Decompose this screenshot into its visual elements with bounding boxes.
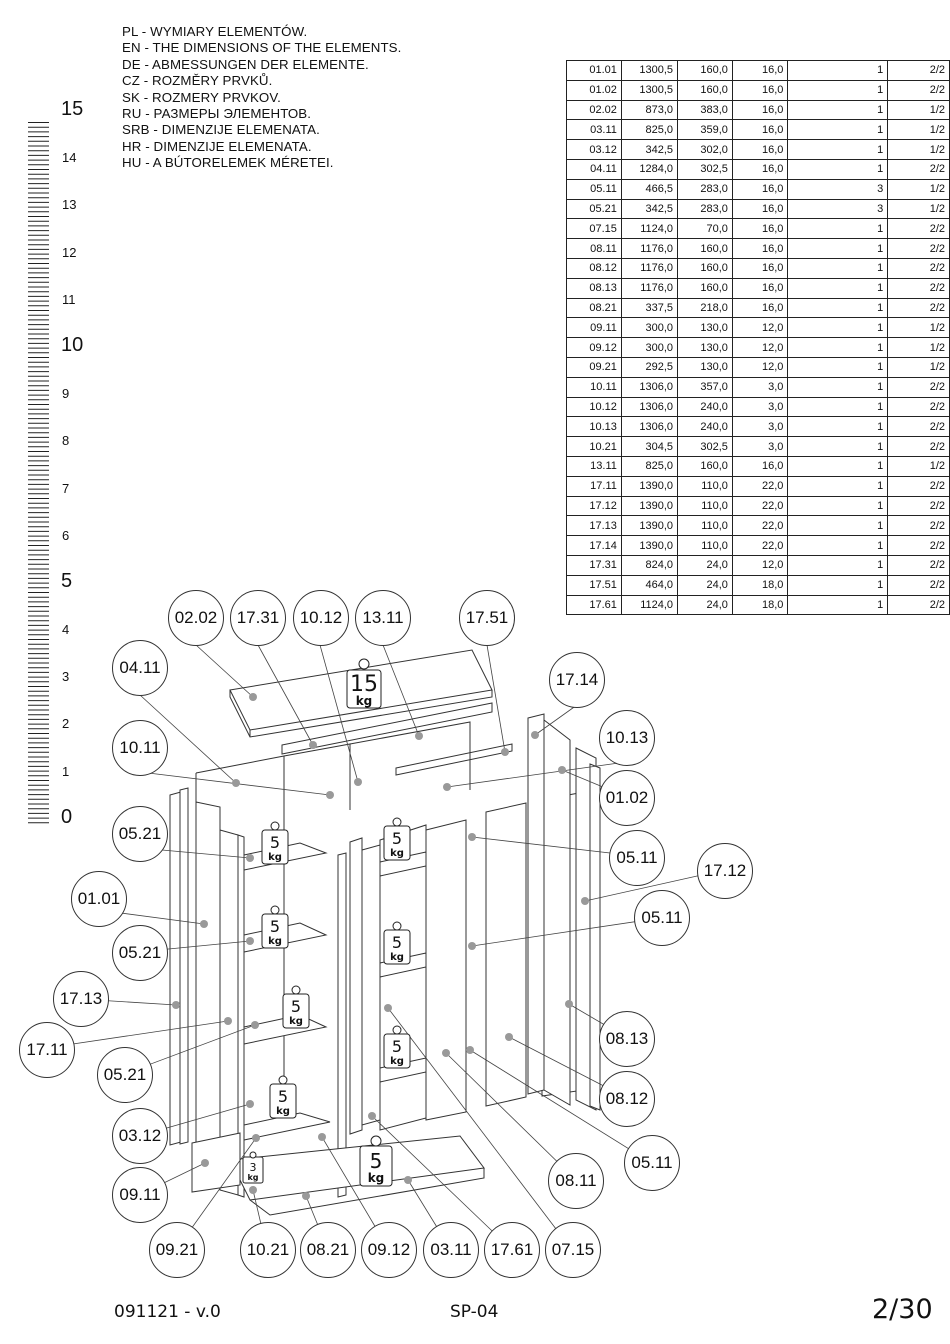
table-cell: 01.02 [567, 80, 622, 100]
table-cell: 283,0 [678, 199, 733, 219]
weight-unit: kg [367, 1171, 385, 1185]
table-cell: 03.12 [567, 140, 622, 160]
table-cell: 2/2 [888, 278, 950, 298]
table-cell: 16,0 [732, 100, 787, 120]
table-cell: 1 [788, 159, 888, 179]
table-cell: 1/2 [888, 357, 950, 377]
table-row [567, 476, 950, 496]
table-cell: 130,0 [678, 357, 733, 377]
table-cell: 22,0 [732, 536, 787, 556]
title-pl: PL - WYMIARY ELEMENTÓW. [122, 24, 308, 39]
table-cell: 12,0 [732, 357, 787, 377]
table-cell: 08.13 [567, 278, 622, 298]
table-cell: 1 [788, 100, 888, 120]
callout-label: 01.01 [71, 871, 127, 927]
table-cell: 1390,0 [621, 536, 677, 556]
table-cell: 2/2 [888, 476, 950, 496]
weight-unit: kg [268, 936, 282, 947]
callout-label: 02.02 [168, 590, 224, 646]
table-cell: 2/2 [888, 298, 950, 318]
table-row [567, 100, 950, 120]
table-row [567, 159, 950, 179]
table-cell: 1306,0 [621, 417, 677, 437]
table-cell: 18,0 [732, 575, 787, 595]
ruler-label: 8 [62, 433, 70, 448]
table-cell: 17.11 [567, 476, 622, 496]
table-cell: 10.21 [567, 437, 622, 457]
table-cell: 1176,0 [621, 278, 677, 298]
ruler-label: 6 [62, 528, 70, 543]
table-row [567, 536, 950, 556]
table-cell: 1 [788, 357, 888, 377]
table-row [567, 357, 950, 377]
table-row [567, 278, 950, 298]
table-cell: 03.11 [567, 120, 622, 140]
table-row [567, 140, 950, 160]
table-cell: 16,0 [732, 456, 787, 476]
weight-value: 5 [391, 1037, 403, 1056]
table-cell: 10.13 [567, 417, 622, 437]
table-cell: 1 [788, 595, 888, 615]
table-cell: 1 [788, 456, 888, 476]
weight-value: 5 [391, 933, 403, 952]
table-cell: 16,0 [732, 159, 787, 179]
table-cell: 12,0 [732, 338, 787, 358]
callout-label: 05.21 [97, 1047, 153, 1103]
table-cell: 300,0 [621, 338, 677, 358]
language-titles [122, 24, 401, 172]
table-cell: 218,0 [678, 298, 733, 318]
table-cell: 17.61 [567, 595, 622, 615]
ruler-label: 1 [62, 764, 70, 779]
table-row [567, 318, 950, 338]
table-cell: 2/2 [888, 437, 950, 457]
ruler-label: 11 [62, 292, 76, 307]
table-row [567, 338, 950, 358]
table-cell: 302,0 [678, 140, 733, 160]
table-cell: 2/2 [888, 397, 950, 417]
callout-label: 08.21 [300, 1222, 356, 1278]
table-cell: 110,0 [678, 496, 733, 516]
table-cell: 1300,5 [621, 80, 677, 100]
table-cell: 1 [788, 397, 888, 417]
table-cell: 359,0 [678, 120, 733, 140]
weight-value: 5 [277, 1087, 289, 1106]
weight-value: 5 [269, 917, 281, 936]
table-cell: 383,0 [678, 100, 733, 120]
callout-label: 07.15 [545, 1222, 601, 1278]
dimensions-table [566, 60, 950, 615]
table-cell: 130,0 [678, 338, 733, 358]
callout-label: 17.13 [53, 971, 109, 1027]
table-cell: 2/2 [888, 417, 950, 437]
table-row [567, 80, 950, 100]
callout-label: 09.12 [361, 1222, 417, 1278]
table-cell: 2/2 [888, 80, 950, 100]
callout-label: 17.51 [459, 590, 515, 646]
table-cell: 16,0 [732, 239, 787, 259]
table-row [567, 496, 950, 516]
table-cell: 873,0 [621, 100, 677, 120]
table-cell: 1 [788, 120, 888, 140]
table-cell: 1 [788, 278, 888, 298]
table-cell: 18,0 [732, 595, 787, 615]
table-cell: 302,5 [678, 159, 733, 179]
table-cell: 1390,0 [621, 496, 677, 516]
table-cell: 08.11 [567, 239, 622, 259]
table-cell: 1 [788, 437, 888, 457]
callout-label: 10.13 [599, 710, 655, 766]
table-cell: 466,5 [621, 179, 677, 199]
ruler-label: 5 [61, 570, 73, 592]
callout-label: 17.12 [697, 843, 753, 899]
table-cell: 16,0 [732, 278, 787, 298]
table-cell: 08.12 [567, 258, 622, 278]
table-row [567, 516, 950, 536]
table-cell: 1/2 [888, 456, 950, 476]
callout-label: 08.12 [599, 1071, 655, 1127]
table-cell: 240,0 [678, 417, 733, 437]
callout-label: 01.02 [599, 770, 655, 826]
table-cell: 05.21 [567, 199, 622, 219]
ruler-label: 3 [62, 669, 70, 684]
page-number: 2/30 [872, 1294, 933, 1325]
table-cell: 337,5 [621, 298, 677, 318]
table-cell: 16,0 [732, 61, 787, 81]
table-cell: 342,5 [621, 140, 677, 160]
callout-label: 17.11 [19, 1022, 75, 1078]
table-cell: 12,0 [732, 318, 787, 338]
table-cell: 2/2 [888, 239, 950, 259]
weight-unit: kg [289, 1016, 303, 1027]
document-code: 091121 - v.0 [114, 1302, 221, 1322]
weight-value: 5 [369, 1149, 383, 1173]
callout-label: 03.12 [112, 1108, 168, 1164]
table-cell: 2/2 [888, 258, 950, 278]
table-cell: 70,0 [678, 219, 733, 239]
callout-label: 08.11 [548, 1153, 604, 1209]
table-row [567, 456, 950, 476]
table-cell: 17.31 [567, 555, 622, 575]
ruler-label: 10 [61, 334, 84, 356]
table-cell: 2/2 [888, 555, 950, 575]
ruler-label: 15 [61, 98, 84, 120]
table-cell: 110,0 [678, 536, 733, 556]
table-cell: 22,0 [732, 496, 787, 516]
table-row [567, 377, 950, 397]
table-cell: 17.51 [567, 575, 622, 595]
table-cell: 824,0 [621, 555, 677, 575]
callout-label: 08.13 [599, 1011, 655, 1067]
table-cell: 24,0 [678, 595, 733, 615]
table-cell: 16,0 [732, 298, 787, 318]
table-cell: 22,0 [732, 476, 787, 496]
weight-value: 5 [391, 829, 403, 848]
title-hu: HU - A BÚTORELEMEK MÉRETEI. [122, 155, 334, 171]
table-cell: 1124,0 [621, 219, 677, 239]
table-cell: 16,0 [732, 258, 787, 278]
table-cell: 16,0 [732, 199, 787, 219]
table-cell: 1/2 [888, 199, 950, 219]
table-cell: 3,0 [732, 377, 787, 397]
weight-icon [283, 986, 309, 1028]
callout-label: 05.21 [112, 806, 168, 862]
callout-label: 05.11 [634, 890, 690, 946]
table-cell: 357,0 [678, 377, 733, 397]
ruler-label: 13 [62, 197, 77, 212]
table-cell: 13.11 [567, 456, 622, 476]
table-cell: 1284,0 [621, 159, 677, 179]
weight-icon [384, 818, 410, 860]
table-cell: 1 [788, 575, 888, 595]
table-cell: 1300,5 [621, 61, 677, 81]
table-cell: 1306,0 [621, 397, 677, 417]
table-cell: 09.12 [567, 338, 622, 358]
table-cell: 300,0 [621, 318, 677, 338]
weight-unit: kg [390, 848, 404, 859]
table-cell: 22,0 [732, 516, 787, 536]
table-cell: 07.15 [567, 219, 622, 239]
table-cell: 1 [788, 476, 888, 496]
table-cell: 02.02 [567, 100, 622, 120]
table-cell: 10.12 [567, 397, 622, 417]
table-cell: 1 [788, 377, 888, 397]
table-cell: 3,0 [732, 397, 787, 417]
callout-label: 05.11 [609, 830, 665, 886]
table-row [567, 61, 950, 81]
ruler-label: 14 [62, 150, 77, 165]
ruler-label: 0 [61, 806, 73, 828]
title-ru: RU - РАЗМЕРЫ ЭЛЕМЕНТОВ. [122, 106, 312, 122]
table-cell: 110,0 [678, 476, 733, 496]
title-srb: SRB - DIMENZIJE ELEMENATA. [122, 122, 320, 138]
table-row [567, 239, 950, 259]
ruler-label: 7 [62, 481, 70, 496]
weight-unit: kg [268, 852, 282, 863]
weight-unit: kg [390, 952, 404, 963]
table-cell: 160,0 [678, 278, 733, 298]
table-cell: 1 [788, 61, 888, 81]
table-cell: 01.01 [567, 61, 622, 81]
title-hr: HR - DIMENZIJE ELEMENATA. [122, 138, 312, 154]
table-cell: 16,0 [732, 80, 787, 100]
table-cell: 1/2 [888, 318, 950, 338]
table-cell: 3,0 [732, 437, 787, 457]
table-cell: 1306,0 [621, 377, 677, 397]
table-cell: 3 [788, 179, 888, 199]
table-cell: 1/2 [888, 100, 950, 120]
weight-unit: kg [355, 694, 373, 708]
title-cz: CZ - ROZMĚRY PRVKŮ. [122, 73, 273, 89]
weight-value: 5 [269, 833, 281, 852]
table-cell: 1 [788, 140, 888, 160]
table-row [567, 555, 950, 575]
table-cell: 1/2 [888, 140, 950, 160]
table-cell: 09.11 [567, 318, 622, 338]
table-cell: 1176,0 [621, 239, 677, 259]
weight-icon [243, 1152, 263, 1183]
table-cell: 110,0 [678, 516, 733, 536]
table-cell: 24,0 [678, 575, 733, 595]
table-row [567, 179, 950, 199]
callout-label: 10.21 [240, 1222, 296, 1278]
table-row [567, 199, 950, 219]
table-cell: 1 [788, 417, 888, 437]
callout-label: 05.21 [112, 925, 168, 981]
table-cell: 1390,0 [621, 516, 677, 536]
table-cell: 1176,0 [621, 258, 677, 278]
table-cell: 09.21 [567, 357, 622, 377]
table-cell: 1 [788, 239, 888, 259]
table-cell: 2/2 [888, 575, 950, 595]
table-cell: 1 [788, 555, 888, 575]
callout-label: 10.12 [293, 590, 349, 646]
table-cell: 825,0 [621, 120, 677, 140]
table-cell: 1 [788, 338, 888, 358]
callout-label: 09.21 [149, 1222, 205, 1278]
table-cell: 2/2 [888, 516, 950, 536]
table-cell: 1/2 [888, 338, 950, 358]
weight-value: 3 [249, 1161, 257, 1174]
table-cell: 2/2 [888, 61, 950, 81]
table-cell: 3,0 [732, 417, 787, 437]
table-cell: 160,0 [678, 239, 733, 259]
table-cell: 2/2 [888, 219, 950, 239]
callout-label: 17.31 [230, 590, 286, 646]
table-cell: 17.14 [567, 536, 622, 556]
table-cell: 1/2 [888, 179, 950, 199]
table-row [567, 258, 950, 278]
table-cell: 12,0 [732, 555, 787, 575]
table-cell: 160,0 [678, 258, 733, 278]
table-cell: 342,5 [621, 199, 677, 219]
table-cell: 302,5 [678, 437, 733, 457]
table-cell: 240,0 [678, 397, 733, 417]
table-cell: 2/2 [888, 496, 950, 516]
table-cell: 2/2 [888, 536, 950, 556]
table-cell: 05.11 [567, 179, 622, 199]
table-cell: 10.11 [567, 377, 622, 397]
table-cell: 1/2 [888, 120, 950, 140]
table-row [567, 298, 950, 318]
table-cell: 130,0 [678, 318, 733, 338]
callout-label: 13.11 [355, 590, 411, 646]
table-cell: 464,0 [621, 575, 677, 595]
table-cell: 825,0 [621, 456, 677, 476]
callout-label: 17.14 [549, 652, 605, 708]
table-cell: 160,0 [678, 80, 733, 100]
table-cell: 283,0 [678, 179, 733, 199]
title-sk: SK - ROZMERY PRVKOV. [122, 89, 281, 105]
ruler-label: 9 [62, 386, 70, 401]
table-cell: 1124,0 [621, 595, 677, 615]
table-cell: 160,0 [678, 456, 733, 476]
table-cell: 1 [788, 219, 888, 239]
callout-label: 03.11 [423, 1222, 479, 1278]
table-cell: 1 [788, 258, 888, 278]
table-cell: 304,5 [621, 437, 677, 457]
table-cell: 1 [788, 516, 888, 536]
table-row [567, 397, 950, 417]
table-cell: 292,5 [621, 357, 677, 377]
table-row [567, 437, 950, 457]
table-cell: 1 [788, 318, 888, 338]
ruler-label: 12 [62, 245, 77, 260]
table-cell: 1 [788, 536, 888, 556]
table-cell: 17.13 [567, 516, 622, 536]
weight-unit: kg [247, 1173, 259, 1182]
title-de: DE - ABMESSUNGEN DER ELEMENTE. [122, 56, 369, 72]
weight-value: 5 [290, 997, 302, 1016]
callout-label: 05.11 [624, 1135, 680, 1191]
table-cell: 16,0 [732, 140, 787, 160]
weight-value: 15 [350, 672, 378, 697]
table-cell: 16,0 [732, 219, 787, 239]
ruler-label: 4 [62, 622, 70, 637]
weight-unit: kg [276, 1106, 290, 1117]
table-cell: 2/2 [888, 159, 950, 179]
ruler-label: 2 [62, 716, 70, 731]
table-cell: 04.11 [567, 159, 622, 179]
weight-icon [270, 1076, 296, 1118]
table-cell: 1 [788, 80, 888, 100]
table-cell: 160,0 [678, 61, 733, 81]
table-row [567, 219, 950, 239]
table-cell: 24,0 [678, 555, 733, 575]
table-cell: 2/2 [888, 595, 950, 615]
callout-label: 10.11 [112, 720, 168, 776]
table-cell: 1 [788, 496, 888, 516]
table-cell: 16,0 [732, 120, 787, 140]
table-row [567, 417, 950, 437]
callout-label: 04.11 [112, 640, 168, 696]
table-row [567, 120, 950, 140]
weight-unit: kg [390, 1056, 404, 1067]
model-code: SP-04 [450, 1302, 499, 1322]
title-en: EN - THE DIMENSIONS OF THE ELEMENTS. [122, 40, 402, 56]
callout-label: 17.61 [484, 1222, 540, 1278]
table-cell: 16,0 [732, 179, 787, 199]
table-cell: 08.21 [567, 298, 622, 318]
table-cell: 2/2 [888, 377, 950, 397]
table-cell: 1 [788, 298, 888, 318]
table-cell: 17.12 [567, 496, 622, 516]
callout-label: 09.11 [112, 1167, 168, 1223]
table-cell: 1390,0 [621, 476, 677, 496]
table-cell: 3 [788, 199, 888, 219]
